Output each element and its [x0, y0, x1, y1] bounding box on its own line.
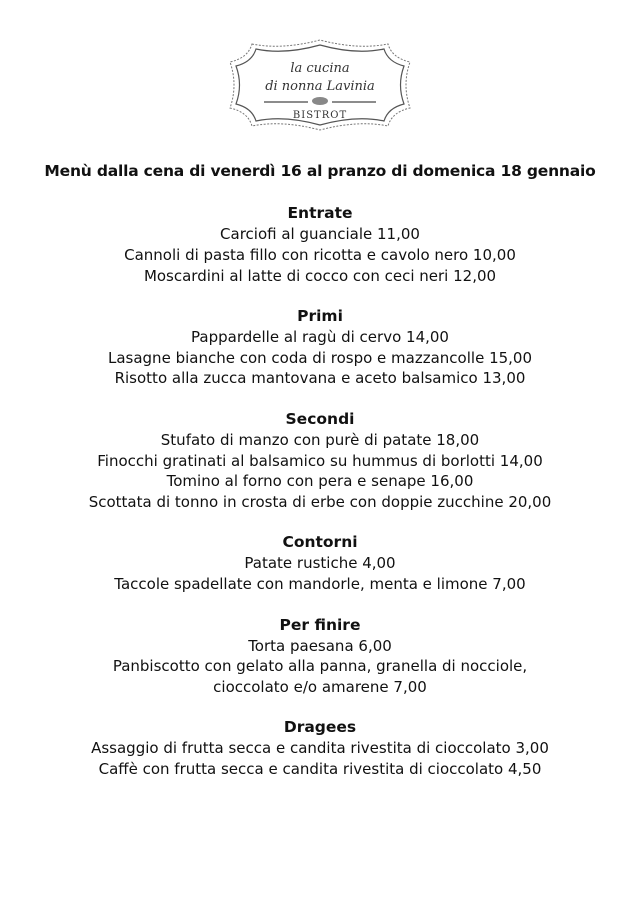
logo-line3: BISTROT — [292, 110, 348, 121]
section-contorni — [0, 532, 640, 595]
section-primi — [0, 306, 640, 389]
section-heading: Primi — [297, 306, 343, 325]
section-heading: Secondi — [285, 409, 355, 428]
logo-line2: di nonna Lavinia — [265, 79, 375, 94]
menu-item: Scottata di tonno in crosta di erbe con doppie zucchine 20,00 — [88, 493, 552, 512]
menu-item: Panbiscotto con gelato alla panna, granella di nocciole, cioccolato e/o amarene 7,00 — [112, 657, 528, 697]
menu-item: Torta paesana 6,00 — [248, 636, 392, 655]
section-heading: Dragees — [283, 718, 357, 737]
menu-item: Tomino al forno con pera e senape 16,00 — [166, 472, 474, 491]
bistrot-logo — [222, 36, 418, 134]
section-heading: Per finire — [279, 615, 361, 634]
menu-item: Pappardelle al ragù di cervo 14,00 — [191, 327, 449, 346]
section-dragees — [0, 717, 640, 780]
menu-item: Taccole spadellate con mandorle, menta e limone 7,00 — [114, 575, 526, 594]
section-heading: Contorni — [282, 533, 358, 552]
menu-item: Cannoli di pasta fillo con ricotta e cavolo nero 10,00 — [124, 245, 516, 264]
menu-item: Moscardini al latte di cocco con ceci neri 12,00 — [143, 266, 497, 285]
logo-line1: la cucina — [290, 61, 350, 76]
menu-item: Carciofi al guanciale 11,00 — [220, 225, 420, 243]
menu-item: Patate rustiche 4,00 — [244, 554, 396, 573]
menu-item: Risotto alla zucca mantovana e aceto balsamico 13,00 — [114, 369, 526, 388]
menu-item: Lasagne bianche con coda di rospo e mazzancolle 15,00 — [107, 348, 533, 367]
menu-body — [0, 203, 640, 800]
section-heading: Entrate — [287, 204, 353, 222]
menu-item: Caffè con frutta secca e candita rivestita di cioccolato 4,50 — [98, 760, 542, 779]
chef-hat-icon — [312, 97, 328, 105]
section-entrate — [0, 203, 640, 286]
menu-item: Stufato di manzo con purè di patate 18,00 — [160, 430, 480, 449]
section-per-finire — [0, 615, 640, 698]
menu-title: Menù dalla cena di venerdì 16 al pranzo di domenica 18 gennaio — [44, 162, 596, 180]
section-secondi — [0, 409, 640, 513]
menu-item: Assaggio di frutta secca e candita rivestita di cioccolato 3,00 — [91, 739, 549, 758]
menu-item: Finocchi gratinati al balsamico su hummus di borlotti 14,00 — [97, 451, 543, 470]
